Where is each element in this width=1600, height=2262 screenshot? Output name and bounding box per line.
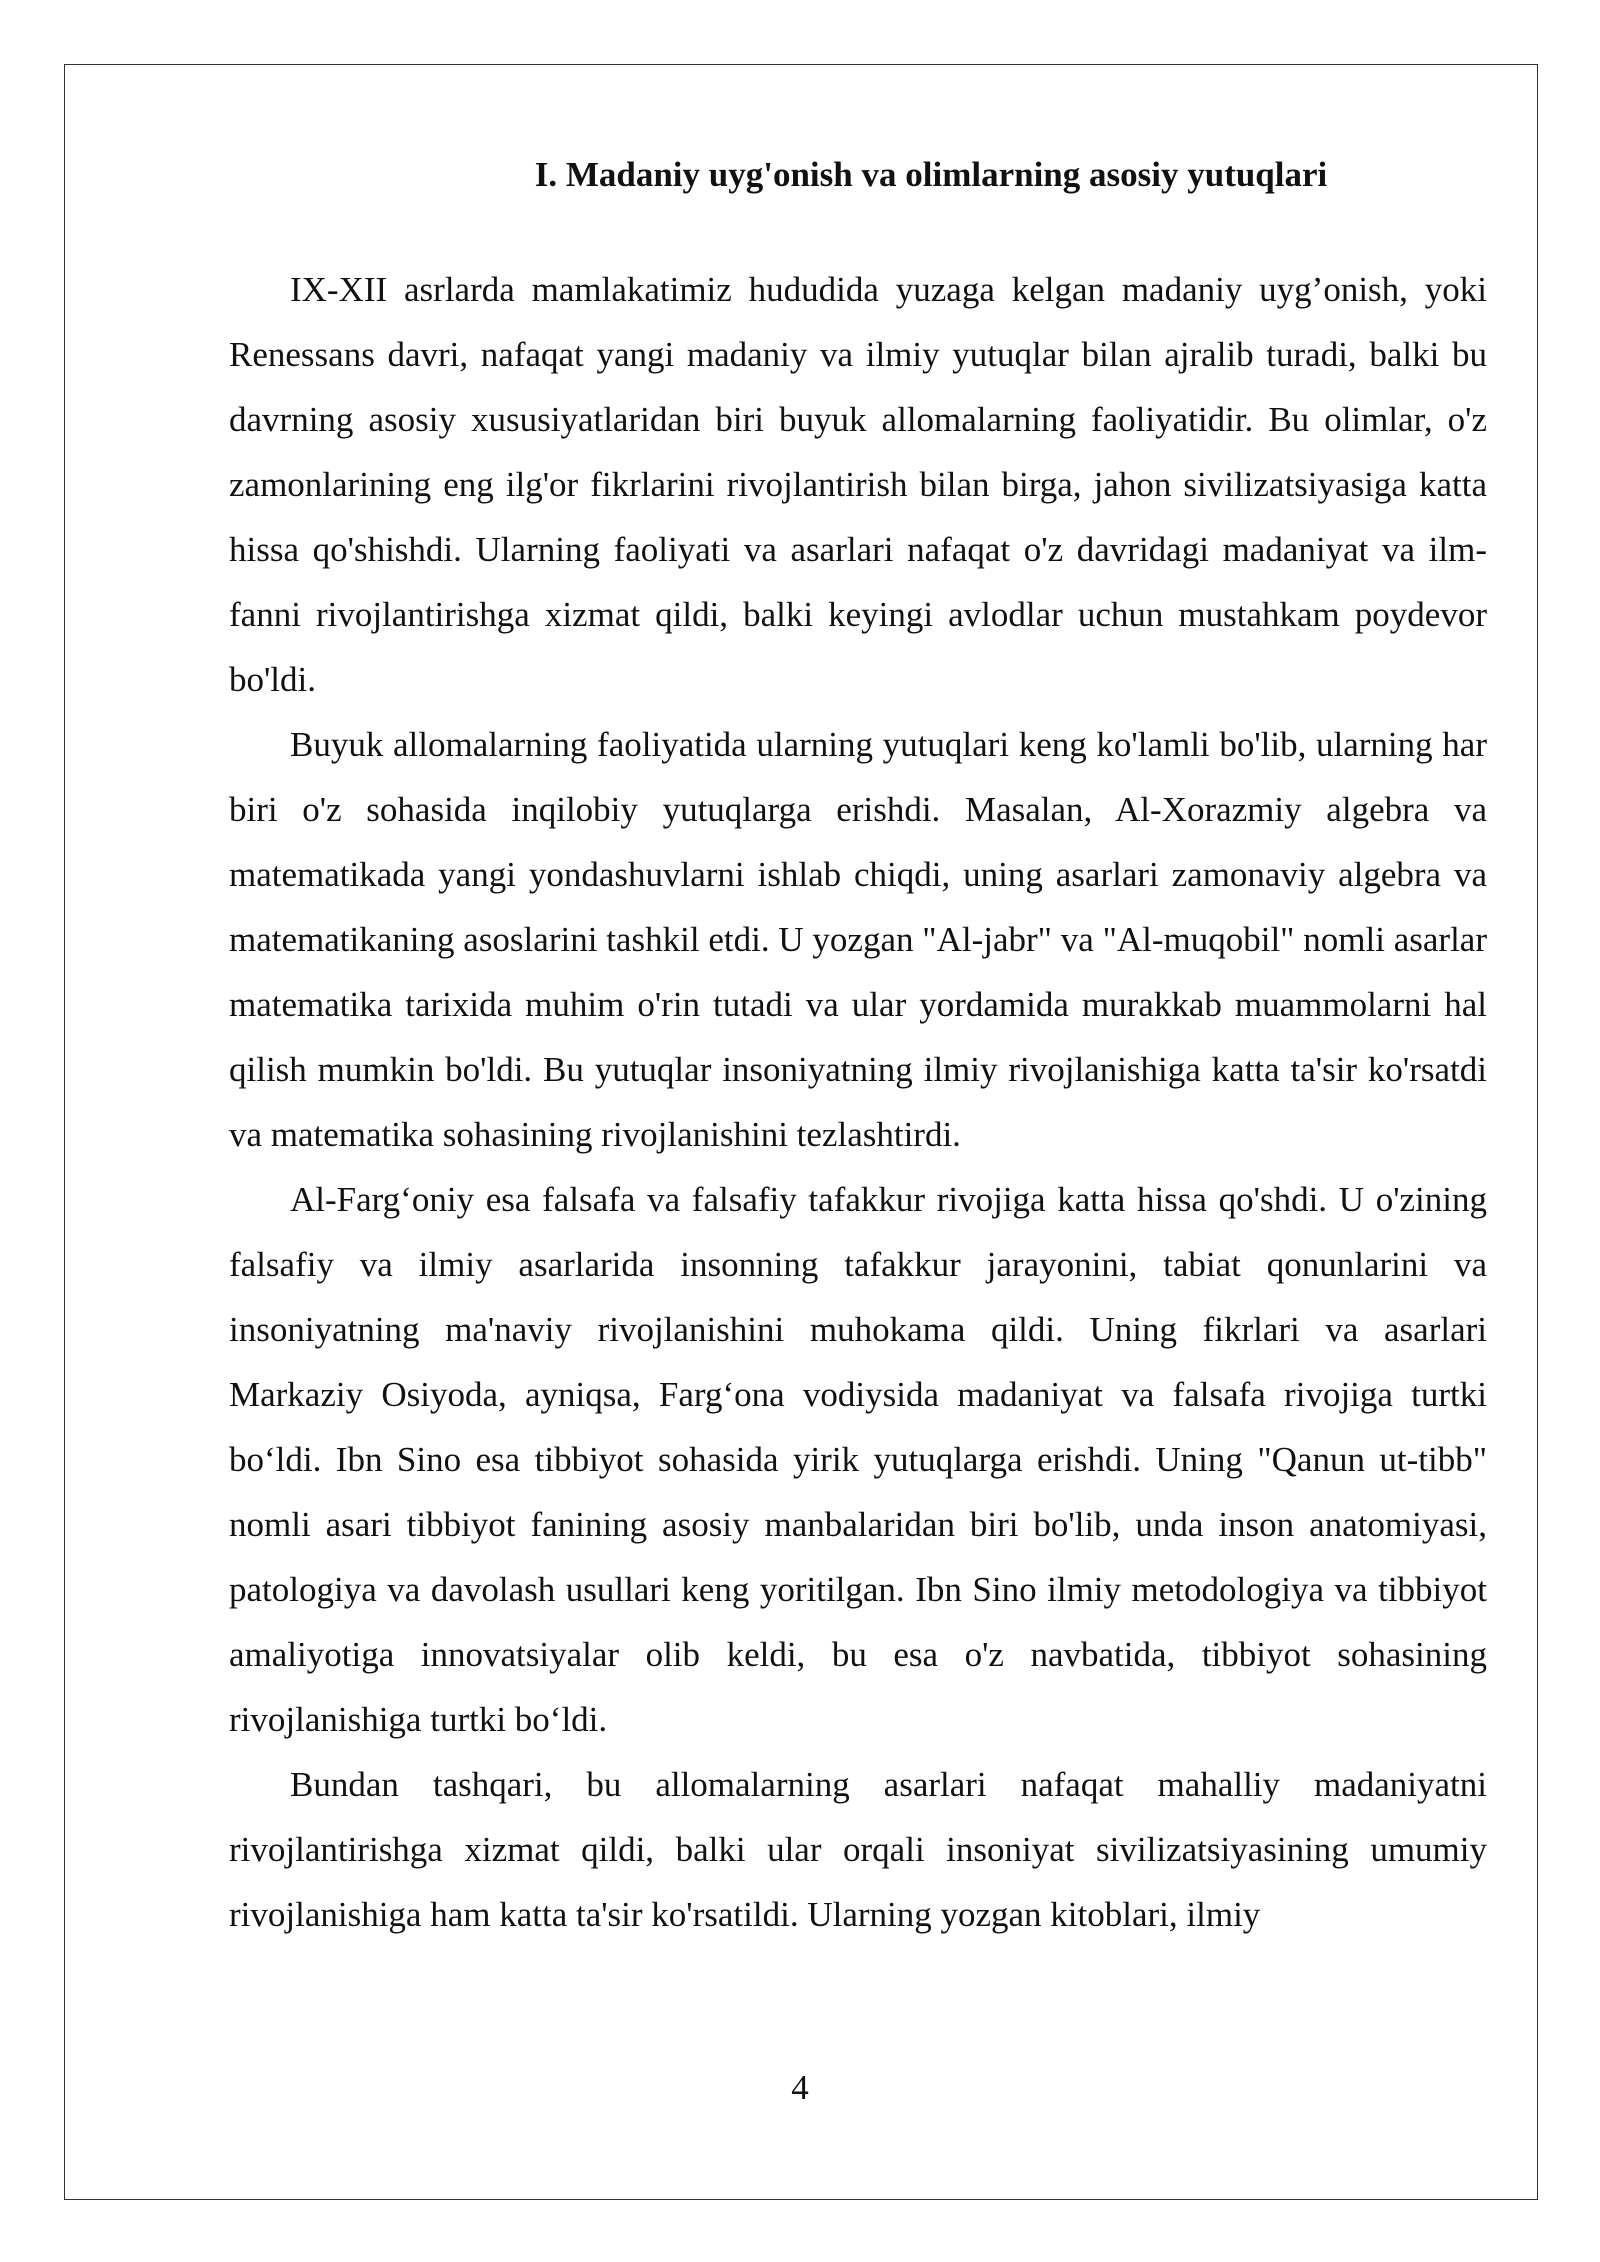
paragraph-3: Al-Farg‘oniy esa falsafa va falsafiy tafakkur rivojiga katta hissa qo'shdi. U o'zining falsafiy va ilmiy asarlarida insonning tafakkur jarayonini, tabiat qonunlarini va insoniyatning ma'naviy rivojlanishini muhokama qildi. Uning fikrlari va asarlari Markaziy Osiyoda, ayniqsa, Farg‘ona vodiysida madaniyat va falsafa rivojiga turtki bo‘ldi. Ibn Sino esa tibbiyot sohasida yirik yutuqlarga erishdi. Uning "Qanun ut-tibb" nomli asari tibbiyot fanining asosiy manbalaridan biri bo'lib, unda inson anatomiyasi, patologiya va davolash usullari keng yoritilgan. Ibn Sino ilmiy metodologiya va tibbiyot amaliyotiga innovatsiyalar olib keldi, bu esa o'z navbatida, tibbiyot sohasining rivojlanishiga turtki bo‘ldi. [229,1180,1487,1739]
paragraph-4: Bundan tashqari, bu allomalarning asarlari nafaqat mahalliy madaniyatni rivojlantirishga xizmat qildi, balki ular orqali insoniyat sivilizatsiyasining umumiy rivojlanishiga ham katta ta'sir ko'rsatildi. Ularning yozgan kitoblari, ilmiy [229,1765,1487,1934]
section-heading: I. Madaniy uyg'onish va olimlarning asosiy yutuqlari [534,155,1328,194]
paragraph-2: Buyuk allomalarning faoliyatida ularning yutuqlari keng ko'lamli bo'lib, ularning har biri o'z sohasida inqilobiy yutuqlarga erishdi. Masalan, Al-Xorazmiy algebra va matematikada yangi yondashuvlarni ishlab chiqdi, uning asarlari zamonaviy algebra va matematikaning asoslarini tashkil etdi. U yozgan "Al-jabr" va "Al-muqobil" nomli asarlar matematika tarixida muhim o'rin tutadi va ular yordamida murakkab muammolarni hal qilish mumkin bo'ldi. Bu yutuqlar insoniyatning ilmiy rivojlanishiga katta ta'sir ko'rsatdi va matematika sohasining rivojlanishini tezlashtirdi. [229,725,1487,1154]
paragraph-1: IX-XII asrlarda mamlakatimiz hududida yuzaga kelgan madaniy uyg’onish, yoki Renessans davri, nafaqat yangi madaniy va ilmiy yutuqlar bilan ajralib turadi, balki bu davrning asosiy xususiyatlaridan biri buyuk allomalarning faoliyatidir. Bu olimlar, o'z zamonlarining eng ilg'or fikrlarini rivojlantirish bilan birga, jahon sivilizatsiyasiga katta hissa qo'shishdi. Ularning faoliyati va asarlari nafaqat o'z davridagi madaniyat va ilm-fanni rivojlantirishga xizmat qildi, balki keyingi avlodlar uchun mustahkam poydevor bo'ldi. [229,270,1487,699]
page-number: 4 [791,2068,809,2107]
page-content [229,145,1487,1947]
